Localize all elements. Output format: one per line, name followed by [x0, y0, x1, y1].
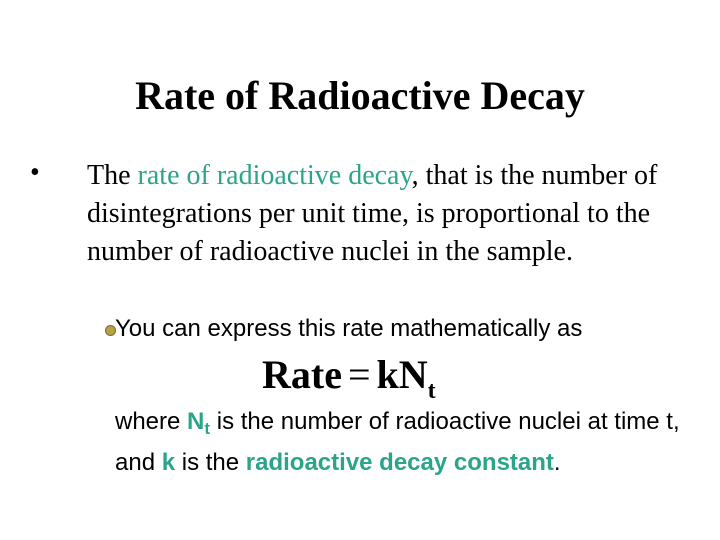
bullet-highlight: rate of radioactive decay [137, 160, 412, 191]
formula-equals: = [347, 352, 371, 397]
where-part2: is the number of radioactive nuclei at time t, and [115, 408, 680, 476]
slide-title: Rate of Radioactive Decay [135, 73, 585, 118]
where-part1: where [115, 408, 188, 435]
formula-k: k [376, 352, 399, 397]
where-period: . [553, 449, 561, 476]
where-part3: is the [175, 449, 246, 476]
sub-bullet-text: You can express this rate mathematically as [115, 315, 583, 342]
bullet-lead: The [87, 160, 138, 191]
formula-lhs: Rate [262, 352, 342, 397]
where-text [115, 405, 705, 480]
where-term: radioactive decay constant [245, 449, 554, 476]
formula-n: N [398, 352, 428, 397]
where-n: N [187, 408, 205, 435]
bullet-rest: , that is the number of disintegrations per unit time, is proportional to the number of radioactive nuclei in the sample. [87, 160, 658, 267]
formula-subscript: t [427, 378, 436, 404]
where-k: k [161, 449, 176, 476]
bullet-marker: • [30, 157, 40, 188]
bullet-text [87, 157, 687, 271]
where-n-sub: t [204, 419, 211, 438]
